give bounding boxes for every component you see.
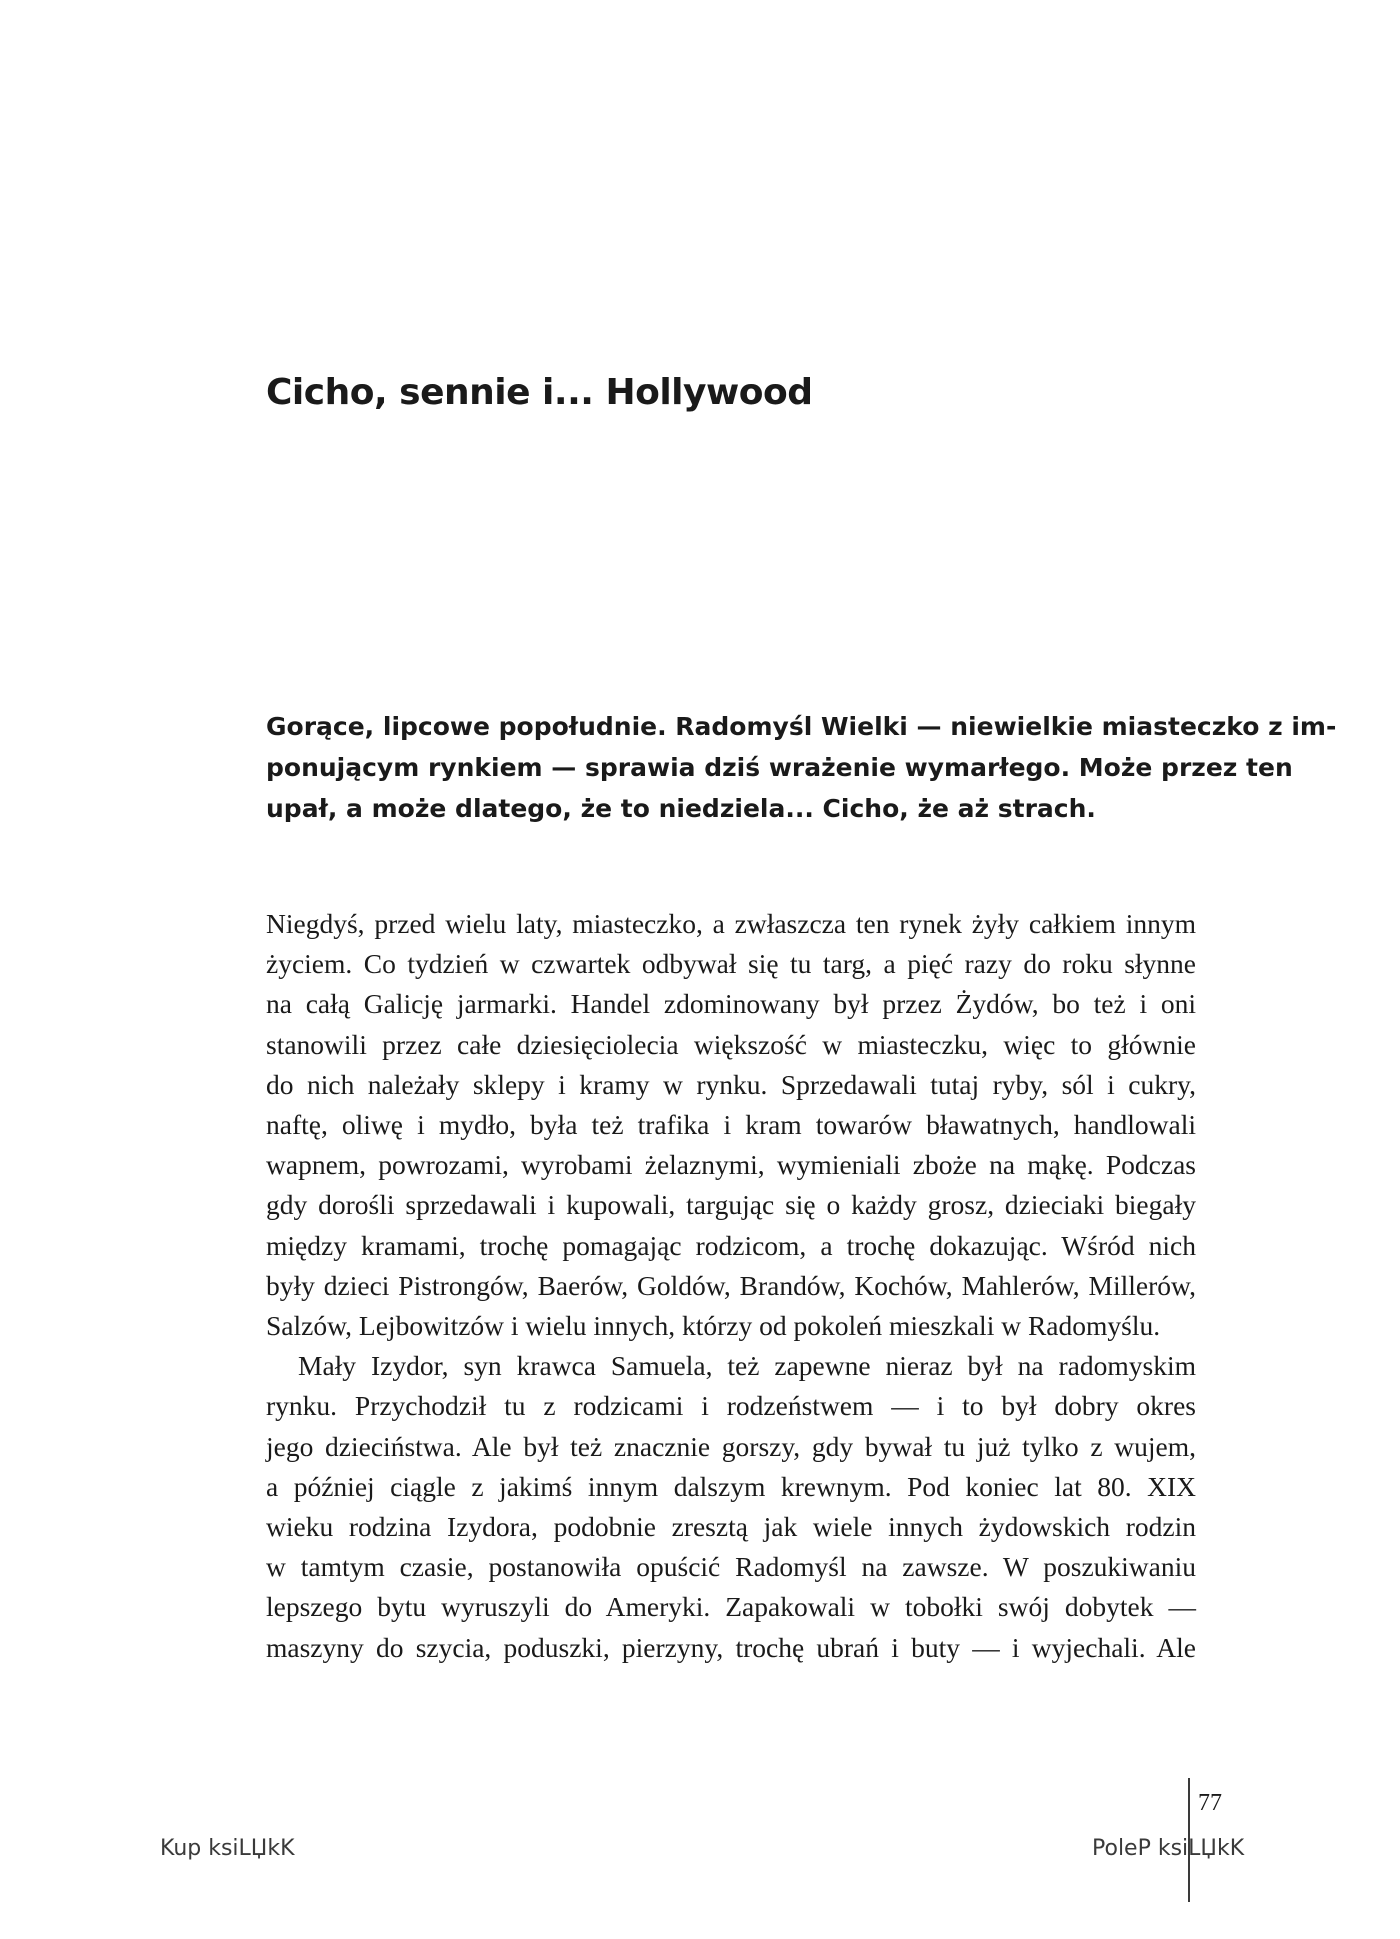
footer-recommend-book: PoleP ksiLЏkK	[1092, 1836, 1245, 1861]
body-text	[266, 904, 1196, 1668]
body-line: Mały Izydor, syn krawca Samuela, też zapewne nieraz był na radomyskim	[298, 1350, 1196, 1382]
body-line: były dzieci Pistrongów, Baerów, Goldów, Brandów, Kochów, Mahlerów, Millerów,	[266, 1269, 1196, 1301]
footer-buy-book: Kup ksiLЏkK	[160, 1836, 295, 1861]
body-line: lepszego bytu wyruszyli do Ameryki. Zapakowali w tobołki swój dobytek —	[266, 1591, 1196, 1623]
body-line: do nich należały sklepy i kramy w rynku. Sprzedawali tutaj ryby, sól i cukry,	[266, 1068, 1196, 1100]
body-line: jego dzieciństwa. Ale był też znacznie gorszy, gdy bywał tu już tylko z wujem,	[266, 1430, 1196, 1462]
chapter-title: Cicho, sennie i... Hollywood	[266, 372, 813, 413]
body-line: życiem. Co tydzień w czwartek odbywał się tu targ, a pięć razy do roku słynne	[266, 948, 1196, 980]
body-line: naftę, oliwę i mydło, była też trafika i kram towarów bławatnych, handlowali	[266, 1109, 1196, 1141]
body-line: Salzów, Lejbowitzów i wielu innych, którzy od pokoleń mieszkali w Radomyślu.	[266, 1310, 1161, 1342]
lead-line: Gorące, lipcowe popołudnie. Radomyśl Wielki — niewielkie miasteczko z im-	[266, 712, 1337, 741]
body-line: na całą Galicję jarmarki. Handel zdominowany był przez Żydów, bo też i oni	[266, 988, 1196, 1020]
body-line: w tamtym czasie, postanowiła opuścić Radomyśl na zawsze. W poszukiwaniu	[266, 1551, 1196, 1583]
body-line: Niegdyś, przed wielu laty, miasteczko, a zwłaszcza ten rynek żyły całkiem innym	[266, 908, 1196, 939]
body-line: stanowili przez całe dziesięciolecia większość w miasteczku, więc to głównie	[266, 1028, 1196, 1060]
body-line: rynku. Przychodził tu z rodzicami i rodzeństwem — i to był dobry okres	[266, 1390, 1196, 1422]
page-number: 77	[1198, 1790, 1222, 1816]
lead-paragraph	[266, 706, 1337, 829]
lead-line: ponującym rynkiem — sprawia dziś wrażenie wymarłego. Może przez ten	[266, 753, 1293, 782]
body-line: wieku rodzina Izydora, podobnie zresztą jak wiele innych żydowskich rodzin	[266, 1511, 1196, 1543]
body-line: a później ciągle z jakimś innym dalszym krewnym. Pod koniec lat 80. XIX	[266, 1470, 1196, 1502]
body-line: maszyny do szycia, poduszki, pierzyny, trochę ubrań i buty — i wyjechali. Ale	[266, 1631, 1196, 1663]
lead-line: upał, a może dlatego, że to niedziela... Cicho, że aż strach.	[266, 794, 1096, 823]
body-line: między kramami, trochę pomagając rodzicom, a trochę dokazując. Wśród nich	[266, 1229, 1196, 1261]
body-line: gdy dorośli sprzedawali i kupowali, targując się o każdy grosz, dzieciaki biegały	[266, 1189, 1196, 1221]
body-line: wapnem, powrozami, wyrobami żelaznymi, wymieniali zboże na mąkę. Podczas	[266, 1149, 1196, 1181]
